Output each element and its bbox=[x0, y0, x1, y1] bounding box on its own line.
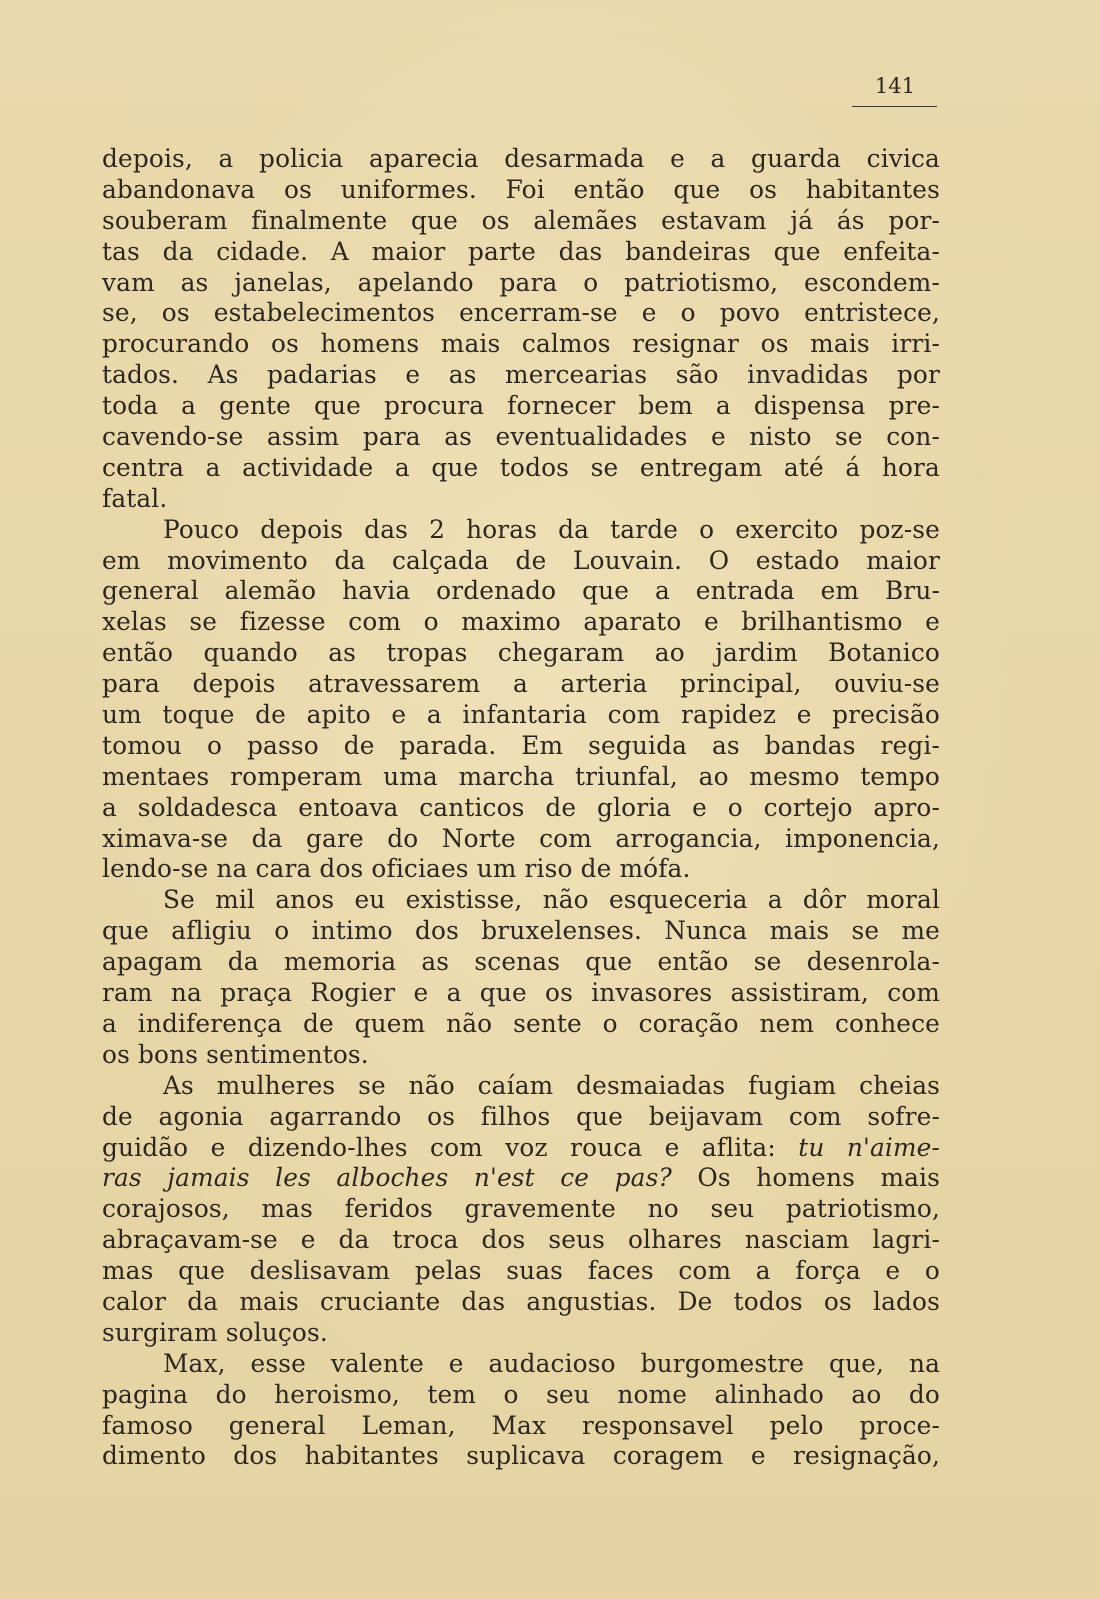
text-line: depois, a policia aparecia desarmada e a guarda civica bbox=[102, 144, 940, 173]
text-line: tomou o passo de parada. Em seguida as bandas regi- bbox=[102, 730, 940, 760]
header-rule bbox=[852, 106, 937, 107]
text-line: Max, esse valente e audacioso burgomestre que, na bbox=[163, 1348, 940, 1378]
text-line: souberam finalmente que os alemães estavam já ás por- bbox=[102, 205, 940, 235]
text-line: procurando os homens mais calmos resignar os mais irri- bbox=[102, 329, 940, 359]
text-line: Pouco depois das 2 horas da tarde o exercito poz-se bbox=[163, 514, 940, 544]
page-number: 141 bbox=[874, 74, 915, 98]
text-span: guidão e dizendo-lhes com voz rouca e aflita: bbox=[102, 1132, 799, 1162]
text-line-mixed bbox=[102, 1133, 940, 1164]
text-line: se, os estabelecimentos encerram-se e o povo entristece, bbox=[102, 298, 940, 328]
text-line: apagam da memoria as scenas que então se desenrola- bbox=[102, 947, 940, 977]
text-line: fatal. bbox=[102, 483, 168, 513]
page-header bbox=[852, 74, 937, 98]
text-line: cavendo-se assim para as eventualidades e nisto se con- bbox=[102, 422, 940, 452]
text-line: mas que deslisavam pelas suas faces com a força e o bbox=[102, 1256, 940, 1286]
text-line: um toque de apito e a infantaria com rapidez e precisão bbox=[102, 700, 940, 730]
text-line: de agonia agarrando os filhos que beijavam com sofre- bbox=[102, 1101, 940, 1131]
text-line: calor da mais cruciante das angustias. De todos os lados bbox=[102, 1286, 940, 1316]
text-line: toda a gente que procura fornecer bem a dispensa pre- bbox=[102, 391, 940, 421]
body-text bbox=[102, 144, 940, 1472]
text-line: abraçavam-se e da troca dos seus olhares nasciam lagri- bbox=[102, 1225, 940, 1255]
italic-quote: tu n'aime- bbox=[798, 1132, 940, 1162]
text-line: ximava-se da gare do Norte com arrogancia, imponencia, bbox=[102, 823, 940, 853]
text-line: os bons sentimentos. bbox=[102, 1039, 369, 1069]
text-line: As mulheres se não caíam desmaiadas fugiam cheias bbox=[163, 1070, 940, 1100]
text-span: Os homens mais bbox=[671, 1163, 940, 1193]
text-line: famoso general Leman, Max responsavel pelo proce- bbox=[102, 1410, 940, 1440]
text-line: então quando as tropas chegaram ao jardim Botanico bbox=[102, 638, 940, 668]
text-line: surgiram soluços. bbox=[102, 1317, 328, 1347]
text-line: centra a actividade a que todos se entregam até á hora bbox=[102, 452, 940, 482]
text-line: corajosos, mas feridos gravemente no seu patriotismo, bbox=[102, 1194, 940, 1224]
text-line: que afligiu o intimo dos bruxelenses. Nunca mais se me bbox=[102, 916, 940, 946]
text-line: vam as janelas, apelando para o patriotismo, escondem- bbox=[102, 267, 940, 297]
text-line: dimento dos habitantes suplicava coragem e resignação, bbox=[102, 1441, 940, 1471]
italic-quote: ras jamais les alboches n'est ce pas? bbox=[102, 1163, 672, 1193]
text-line: tas da cidade. A maior parte das bandeiras que enfeita- bbox=[102, 236, 940, 266]
text-line: mentaes romperam uma marcha triunfal, ao mesmo tempo bbox=[102, 761, 940, 791]
text-line: lendo-se na cara dos oficiaes um riso de mófa. bbox=[102, 854, 691, 884]
text-line: ram na praça Rogier e a que os invasores assistiram, com bbox=[102, 978, 940, 1008]
text-line: em movimento da calçada de Louvain. O estado maior bbox=[102, 545, 940, 575]
text-line: para depois atravessarem a arteria principal, ouviu-se bbox=[102, 669, 940, 699]
text-line-mixed bbox=[102, 1163, 940, 1194]
text-line: a indiferença de quem não sente o coração nem conhece bbox=[102, 1008, 940, 1038]
text-line: pagina do heroismo, tem o seu nome alinhado ao do bbox=[102, 1379, 940, 1409]
text-line: general alemão havia ordenado que a entrada em Bru- bbox=[102, 576, 940, 606]
text-line: a soldadesca entoava canticos de gloria e o cortejo apro- bbox=[102, 792, 940, 822]
text-line: abandonava os uniformes. Foi então que os habitantes bbox=[102, 174, 940, 204]
text-line: tados. As padarias e as mercearias são invadidas por bbox=[102, 360, 940, 390]
text-line: xelas se fizesse com o maximo aparato e brilhantismo e bbox=[102, 607, 940, 637]
text-line: Se mil anos eu existisse, não esqueceria a dôr moral bbox=[163, 885, 940, 915]
